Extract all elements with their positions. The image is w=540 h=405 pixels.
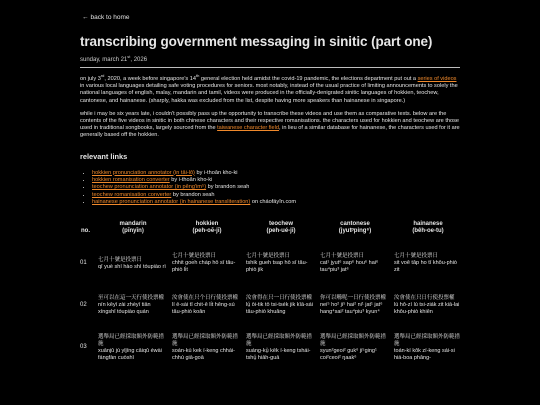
cell-hainanese xyxy=(392,327,464,369)
chinese-text: 七月十號是投票日 xyxy=(246,253,291,260)
chinese-text: 汝會得在只一日行使投票權 xyxy=(246,295,313,302)
col-header-hainanese xyxy=(392,219,464,243)
hokkien-converter-link[interactable]: hokkien romanisation converter xyxy=(92,177,170,184)
teochew-annotator-link[interactable]: teochew pronunciation annotator (in pêng'im⁵) xyxy=(92,184,207,191)
intro-text: in various local languages detailing safe voting procedures for seniors. most notably, instead of the usual practice of limiting announcements to solely the national languages of english, malay, mandarin and tamil, videos were produced in the officially-denigrated sinitic languages of hokkien, teochew, cantonese, and hainanese. (sharply, hakka was excluded from the list, despite having more speakers than hainanese in singapore.) xyxy=(80,83,458,104)
link-author: by brandon seah xyxy=(171,191,215,198)
back-arrow-icon: ← xyxy=(82,14,89,21)
link-author: by brandon seah xyxy=(206,184,250,191)
date-text: sunday, march 21 xyxy=(80,57,128,63)
row-number: 02 xyxy=(80,302,87,309)
link-author: on cháofáyîn.com xyxy=(250,199,297,206)
link-author: by i-thoân kho-ki xyxy=(194,169,238,176)
cell-mandarin xyxy=(96,243,170,285)
col-header-label: no. xyxy=(81,227,90,234)
cell-hainanese xyxy=(392,243,464,285)
method-paragraph xyxy=(80,111,460,140)
col-header-sub: (jyutᵖping⁶) xyxy=(338,227,372,234)
chinese-text: 七月十號是投票日 xyxy=(98,256,143,263)
chinese-text: 汝會使在只个日行使投票權 xyxy=(172,295,239,302)
table-row xyxy=(80,243,464,285)
intro-text: general election held amidst the covid-19 pandemic, the elections department put out a xyxy=(199,76,418,82)
cell-teochew xyxy=(244,243,318,285)
date-sup: st xyxy=(127,54,131,59)
chinese-text: 至可以在這一天行使投票權 xyxy=(98,295,165,302)
chinese-text: 你可以喺呢一日行使投票權 xyxy=(320,295,387,302)
chinese-text: 七月十號是投票日 xyxy=(394,253,439,260)
romanisation-text: syun²geoi² guk⁶ ji⁵ging¹ coi²ceoi² ŋaak⁶ xyxy=(320,347,377,361)
chinese-text: 七月十號是投票日 xyxy=(320,253,365,260)
cell-mandarin xyxy=(96,285,170,327)
col-header-teochew xyxy=(244,219,318,243)
back-to-home-link[interactable] xyxy=(82,14,130,21)
list-item xyxy=(92,199,460,206)
ordinal-sup: rd xyxy=(100,73,105,79)
col-header-label: mandarin xyxy=(119,220,147,227)
list-item xyxy=(92,184,460,191)
col-header-label: hokkien xyxy=(195,220,219,227)
intro-paragraph xyxy=(80,73,460,105)
post-date xyxy=(80,54,460,63)
romanisation-text: chhit goe̍h cha̍p hō sī tâu-phiò li̍t xyxy=(172,260,236,274)
link-author: by i-thoân kho-ki xyxy=(169,177,213,184)
table-header-row xyxy=(80,219,464,243)
cell-cantonese xyxy=(318,327,392,369)
hainanese-annotator-link[interactable]: hainanese pronunciation annotator (in hainanese transliteration) xyxy=(92,199,251,206)
col-header-hokkien xyxy=(170,219,244,243)
cell-teochew xyxy=(244,285,318,327)
hokkien-annotator-link[interactable]: hokkien pronunciation annotator (in tâi-lô) xyxy=(92,169,195,176)
cell-hokkien xyxy=(170,285,244,327)
list-item xyxy=(92,192,460,199)
col-header-sub: (bêh-oe-tu) xyxy=(412,227,444,234)
cell-teochew xyxy=(244,327,318,369)
cell-cantonese xyxy=(318,285,392,327)
col-header-label: cantonese xyxy=(340,220,370,227)
page xyxy=(80,0,460,369)
chinese-text: 七月十號是投票日 xyxy=(172,253,217,260)
comparison-table xyxy=(80,219,464,369)
chinese-text: 選舉局已經採取額外防範措施 xyxy=(172,333,239,347)
col-header-no xyxy=(80,219,96,243)
romanisation-text: lí ē-sài tī chit-ê li̍t hêng-sú tâu-phiò koân xyxy=(172,302,235,316)
col-header-label: hainanese xyxy=(413,220,443,227)
ordinal-sup: th xyxy=(195,73,200,79)
series-of-videos-link[interactable]: series of videos xyxy=(417,76,457,82)
romanisation-text: qī yuè shí hào shì tóupiào rì xyxy=(98,263,166,270)
romanisation-text: nei⁵ ho² ji⁵ hai² ni¹ jat¹ jat⁶ hang⁴sai² tau⁴piu³ kyun⁴ xyxy=(320,302,383,316)
page-title: transcribing government messaging in sinitic (part one) xyxy=(80,34,433,49)
chinese-text: 選舉局已經採取額外防範措施 xyxy=(98,333,165,347)
chinese-text: 選舉局已經採取額外防範措施 xyxy=(394,333,461,347)
col-header-mandarin xyxy=(96,219,170,243)
cell-mandarin xyxy=(96,327,170,369)
chinese-text: 汝會使在只日行使投票權 xyxy=(394,295,455,302)
col-header-sub: (pīnyīn) xyxy=(122,227,144,234)
col-header-sub: (peh-oē-jī) xyxy=(192,227,222,234)
col-header-label: teochew xyxy=(268,220,293,227)
romanisation-text: soán-kú kek í-keng chhái-chhú giā-goā xyxy=(172,347,235,361)
teochew-converter-link[interactable]: teochew romanisation converter xyxy=(92,191,172,198)
romanisation-text: tshik gueh tsap hō sī tâu-phiò jik xyxy=(246,260,308,274)
method-text: while i may be six years late, i couldn't possibly pass up the opportunity to transcribe these videos and use them as comparative texts. below are the contents of the five videos in sinitic in both chinese characters and their respective romanisations. the characters used for hokkien and teochew are those used in traditional songbooks, largely sourced from the xyxy=(80,110,460,132)
intro-text: , 2020, a week before singapore's 14 xyxy=(104,76,196,82)
divider xyxy=(80,67,460,68)
relevant-links-heading: relevant links xyxy=(80,151,128,161)
romanisation-text: lú hô-zí lú tsi-ziák zit kiā-lai khôu-phiò khiên xyxy=(394,302,460,316)
chinese-text: 選舉局已經採取額外防範措施 xyxy=(246,333,313,347)
cell-hokkien xyxy=(170,327,244,369)
cell-hokkien xyxy=(170,243,244,285)
list-item xyxy=(92,170,460,177)
romanisation-text: sit voê tâp ho tī khôu-phiò zit xyxy=(394,260,457,274)
romanisation-text: xuǎnjǔ jú yǐjīng cǎiqǔ éwài fángfàn cuòshī xyxy=(98,347,162,361)
links-list xyxy=(80,170,460,207)
col-header-sub: (peh-ué-jī) xyxy=(266,227,296,234)
intro-text: on july 3 xyxy=(80,76,101,82)
romanisation-text: cat¹ jyut⁶ sap⁶ hou⁶ hai⁶ tau⁴piu³ jat⁶ xyxy=(320,260,379,274)
romanisation-text: suáng-kṳ̌ kēk í-keng tshái-tshṳ̌ hiāh-guā xyxy=(246,347,311,361)
romanisation-text: nín kěyǐ zài zhèyī tiān xíngshǐ tóupiào quán xyxy=(98,302,151,316)
cell-hainanese xyxy=(392,285,464,327)
romanisation-text: toán-kí kôk zí-keng sái-si hiá-boa phâng- xyxy=(394,347,455,361)
row-number: 01 xyxy=(80,260,87,267)
cell-cantonese xyxy=(318,243,392,285)
back-label: back to home xyxy=(90,14,130,21)
taiwanese-character-field-link[interactable]: taiwanese character field xyxy=(217,125,280,132)
date-year: , 2026 xyxy=(130,57,148,63)
row-number: 03 xyxy=(80,344,87,351)
col-header-cantonese xyxy=(318,219,392,243)
table-row xyxy=(80,327,464,369)
romanisation-text: lṳ̌ ōi-tik tō tsi-tsék jik kīā-sái tâu-phiò khuâng xyxy=(246,302,313,316)
table-row xyxy=(80,285,464,327)
method-text: , in lieu of a similar database for hainanese, the characters used for it are generally based off the hokkien. xyxy=(80,125,460,139)
chinese-text: 選舉局已經採取額外防範措施 xyxy=(320,333,387,347)
